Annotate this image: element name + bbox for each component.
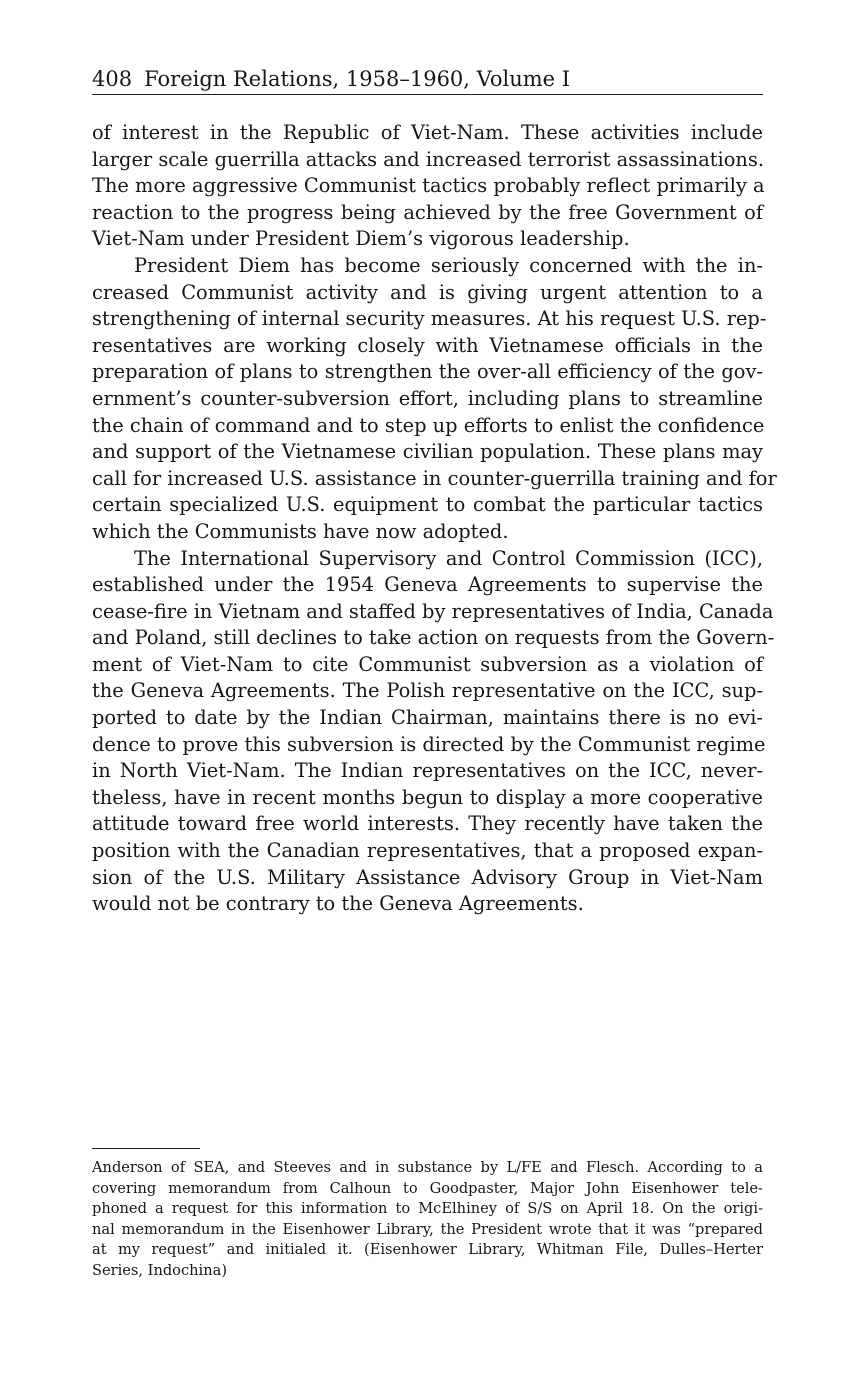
text-line: cease-fire in Vietnam and staffed by representatives of India, Canada bbox=[92, 599, 774, 623]
running-head bbox=[92, 66, 570, 92]
text-line: President Diem has become seriously concerned with the in- bbox=[134, 253, 763, 277]
text-line: strengthening of internal security measures. At his request U.S. rep- bbox=[92, 307, 767, 331]
footnote-line: covering memorandum from Calhoun to Goodpaster, Major John Eisenhower tele- bbox=[92, 1179, 763, 1197]
text-line: theless, have in recent months begun to display a more cooperative bbox=[92, 785, 763, 809]
text-line: sion of the U.S. Military Assistance Advisory Group in Viet-Nam bbox=[92, 865, 763, 889]
text-line: would not be contrary to the Geneva Agreements. bbox=[92, 892, 584, 916]
text-line: ment of Viet-Nam to cite Communist subversion as a violation of bbox=[92, 652, 763, 676]
text-line: in North Viet-Nam. The Indian representatives on the ICC, never- bbox=[92, 759, 763, 783]
text-line: ernment’s counter-subversion effort, including plans to streamline bbox=[92, 386, 763, 410]
page-header bbox=[92, 66, 763, 95]
footnote-line: nal memorandum in the Eisenhower Library, the President wrote that it was “prepared bbox=[92, 1220, 763, 1238]
footnote bbox=[92, 1158, 763, 1281]
text-line: dence to prove this subversion is directed by the Communist regime bbox=[92, 732, 766, 756]
text-line: attitude toward free world interests. They recently have taken the bbox=[92, 812, 763, 836]
text-line: creased Communist activity and is giving urgent attention to a bbox=[92, 280, 763, 304]
text-line: and Poland, still declines to take action on requests from the Govern- bbox=[92, 626, 775, 650]
paragraph-3 bbox=[92, 546, 775, 918]
text-line: which the Communists have now adopted. bbox=[92, 519, 509, 543]
text-line: certain specialized U.S. equipment to combat the particular tactics bbox=[92, 493, 763, 517]
footnote-line: Anderson of SEA, and Steeves and in substance by L/FE and Flesch. According to a bbox=[92, 1159, 763, 1176]
text-line: The International Supervisory and Control Commission (ICC), bbox=[134, 546, 763, 570]
footnote-line: phoned a request for this information to McElhiney of S/S on April 18. On the origi- bbox=[92, 1200, 763, 1217]
text-line: the chain of command and to step up efforts to enlist the confidence bbox=[92, 413, 765, 437]
text-line: position with the Canadian representatives, that a proposed expan- bbox=[92, 839, 763, 863]
text-line: Viet-Nam under President Diem’s vigorous leadership. bbox=[92, 227, 630, 251]
text-line: The more aggressive Communist tactics probably reflect primarily a bbox=[92, 174, 765, 198]
body-text bbox=[92, 120, 777, 918]
text-line: of interest in the Republic of Viet-Nam. These activities include bbox=[92, 121, 763, 144]
text-line: call for increased U.S. assistance in counter-guerrilla training and for bbox=[92, 466, 777, 490]
text-line: the Geneva Agreements. The Polish representative on the ICC, sup- bbox=[92, 679, 763, 703]
footnote-line: at my request” and initialed it. (Eisenhower Library, Whitman File, Dulles–Herter bbox=[92, 1241, 763, 1258]
text-line: ported to date by the Indian Chairman, maintains there is no evi- bbox=[92, 706, 763, 730]
text-line: and support of the Vietnamese civilian population. These plans may bbox=[92, 440, 763, 464]
footnote-divider bbox=[92, 1148, 200, 1149]
text-line: established under the 1954 Geneva Agreements to supervise the bbox=[92, 573, 763, 597]
paragraph-1 bbox=[92, 120, 763, 253]
page-number: 408 bbox=[92, 67, 133, 91]
running-title: Foreign Relations, 1958–1960, Volume I bbox=[144, 67, 571, 91]
paragraph-2 bbox=[92, 253, 777, 546]
text-line: resentatives are working closely with Vietnamese officials in the bbox=[92, 333, 763, 357]
text-line: preparation of plans to strengthen the over-all efficiency of the gov- bbox=[92, 360, 763, 384]
text-line: larger scale guerrilla attacks and increased terrorist assassinations. bbox=[92, 147, 765, 171]
footnote-line: Series, Indochina) bbox=[92, 1261, 228, 1279]
text-line: reaction to the progress being achieved by the free Government of bbox=[92, 200, 763, 224]
